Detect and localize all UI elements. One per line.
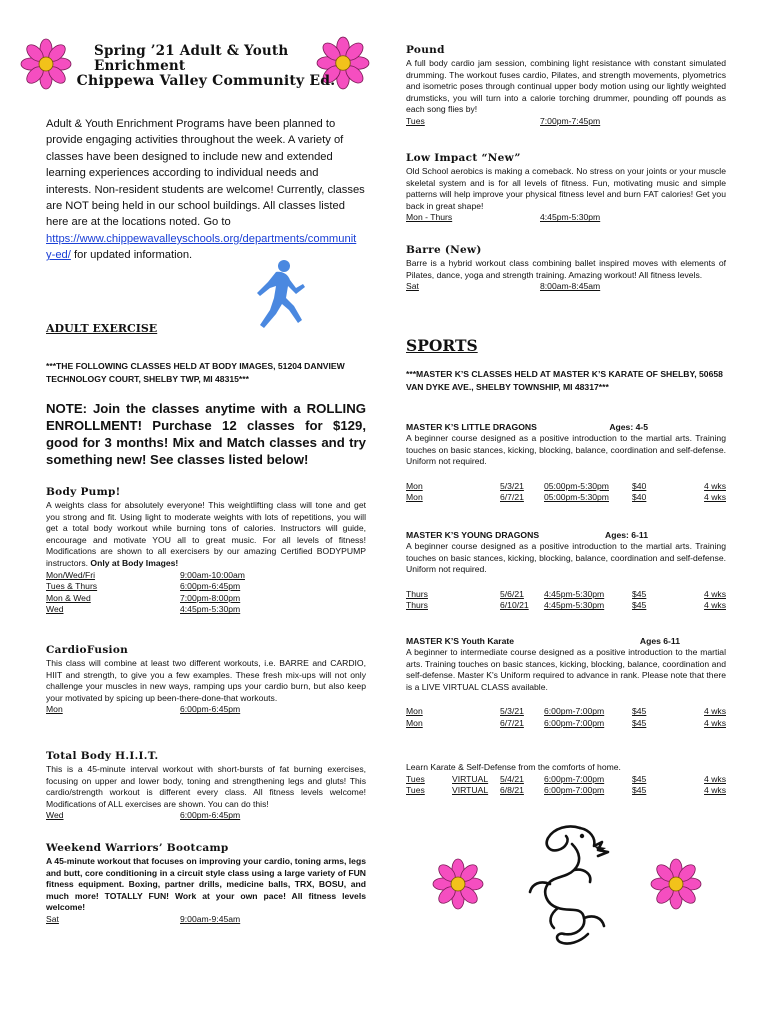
class-title: MASTER K’S LITTLE DRAGONS <box>406 422 537 432</box>
schedule-time: 4:45pm-5:30pm <box>180 604 241 615</box>
schedule-time: 7:00pm-8:00pm <box>180 592 241 603</box>
class-barre <box>406 244 726 293</box>
session-time: 6:00pm-7:00pm <box>544 785 605 796</box>
class-youth-karate <box>406 636 726 730</box>
schedule-time: 4:45pm-5:30pm <box>540 212 601 223</box>
session-weeks: 4 wks <box>704 706 726 717</box>
class-header <box>406 636 726 646</box>
class-title: MASTER K’S YOUNG DRAGONS <box>406 530 540 540</box>
adult-location: ***THE FOLLOWING CLASSES HELD AT BODY IMAGES, 51204 DANVIEW TECHNOLOGY COURT, SHELBY TWP, MI 48315*** <box>46 361 345 384</box>
class-low-impact <box>406 152 726 224</box>
schedule-row <box>406 116 726 128</box>
session-day: Thurs <box>406 600 428 611</box>
session-day: Mon <box>406 717 423 728</box>
session-time: 6:00pm-7:00pm <box>544 706 605 717</box>
session-row <box>406 600 726 612</box>
class-description: This is a 45-minute interval workout with short-bursts of fat burning exercises, focusing on upper and lower body, toning and strengthening legs and gluts! This cardio/strength workout is different every class. All fitness levels welcome! Modifications of ALL exercises are shown. You can do this! <box>46 764 366 809</box>
class-description: A 45-minute workout that focuses on improving your cardio, toning arms, legs and butt, core conditioning in a circuit style class using a large variety of FUN fitness equipment. Boxing, partner drills, medicine balls, TRX, BOSU, and much more! TOTALLY FUN! Work at your own pace! All fitness levels welcome! <box>46 856 366 913</box>
session-mode: VIRTUAL <box>452 773 489 784</box>
session-time: 6:00pm-7:00pm <box>544 773 605 784</box>
description-text: A weights class for absolutely everyone! This weightlifting class will tone and get you strong and fit. Using light to moderate weights with lots of repetitions, you will get a total body workout while burning tons of calories. Instructors will guide, encourage and motivate YOU all to great music. For all levels of fitness! Modifications are shown to all exercisers by our amazing Certified BODYPUMP instructors. <box>46 500 366 568</box>
schedule-time: 6:00pm-6:45pm <box>180 810 241 821</box>
class-total-body-hiit <box>46 750 366 822</box>
session-weeks: 4 wks <box>704 492 726 503</box>
class-header <box>406 530 726 540</box>
session-date: 5/6/21 <box>500 588 524 599</box>
schedule-row <box>46 914 366 926</box>
schedule-time: 9:00am-9:45am <box>180 913 241 924</box>
class-description: A beginner course designed as a positive introduction to the martial arts. Training touches on basic stances, kicking, blocking, balance, coordination and self-defense. Uniform not required. <box>406 433 726 467</box>
schedule-row <box>46 570 366 582</box>
schedule-time: 9:00am-10:00am <box>180 569 245 580</box>
session-time: 05:00pm-5:30pm <box>544 480 609 491</box>
schedule-row <box>46 704 366 716</box>
flower-icon <box>432 858 484 910</box>
session-day: Mon <box>406 480 423 491</box>
session-row <box>406 785 726 797</box>
class-ages: Ages: 4-5 <box>609 422 648 432</box>
schedule-days: Tues & Thurs <box>46 581 98 592</box>
session-date: 5/3/21 <box>500 706 524 717</box>
session-date: 6/7/21 <box>500 492 524 503</box>
class-description: A beginner to intermediate course designed as a positive introduction to the martial arts. Training touches on basic stances, kicking, blocking, balance, coordination and self-defense. Master K's Uniform required to advance in rank. Please note that there is a LIVE VIRTUAL CLASS available. <box>406 647 726 692</box>
session-date: 6/10/21 <box>500 600 529 611</box>
schedule-days: Mon - Thurs <box>406 212 453 223</box>
session-row <box>406 492 726 504</box>
dragon-icon <box>510 818 630 948</box>
session-price: $45 <box>632 773 647 784</box>
class-ages: Ages 6-11 <box>639 636 680 646</box>
session-weeks: 4 wks <box>704 480 726 491</box>
session-price: $45 <box>632 717 647 728</box>
description-bold: Only at Body Images! <box>90 557 179 568</box>
session-time: 6:00pm-7:00pm <box>544 717 605 728</box>
session-price: $45 <box>632 600 647 611</box>
schedule-row <box>46 593 366 605</box>
session-weeks: 4 wks <box>704 600 726 611</box>
class-little-dragons <box>406 422 726 504</box>
class-description: A full body cardio jam session, combining light resistance with constant simulated drumming. The workout fuses cardio, Pilates, and strength movements, plyometrics and isometric poses through continual upper body motion using our lightly weighted drumsticks, you will turn into a calorie torching drummer, pounding off pounds as each song flies by! <box>406 58 726 115</box>
session-price: $45 <box>632 588 647 599</box>
session-date: 5/3/21 <box>500 480 524 491</box>
schedule-row <box>406 281 726 293</box>
class-title: MASTER K’S Youth Karate <box>406 636 515 646</box>
session-price: $40 <box>632 492 647 503</box>
schedule-days: Mon & Wed <box>46 592 91 603</box>
class-description: Old School aerobics is making a comeback. No stress on your joints or your muscle skeletal system and is for all levels of fitness. Fun, motivating music and simple patterns will help improve your physical fitness level and burn FAT calories! Get you back in great shape! <box>406 166 726 211</box>
session-row <box>406 774 726 786</box>
link-line-1: https://www.chippewavalleyschools.org/departments/communit <box>46 232 357 245</box>
session-day: Mon <box>406 706 423 717</box>
intro-paragraph <box>46 116 366 264</box>
page-title <box>46 44 366 89</box>
session-row <box>406 589 726 601</box>
schedule-days: Wed <box>46 810 64 821</box>
link-line-2: y-ed/ <box>46 249 71 262</box>
session-day: Thurs <box>406 588 428 599</box>
class-ages: Ages: 6-11 <box>605 530 648 540</box>
class-header <box>406 422 726 432</box>
class-description: Barre is a hybrid workout class combining ballet inspired moves with elements of Pilates, dance, yoga and strength training. Amazing workout! All fitness levels. <box>406 258 726 280</box>
class-description <box>46 500 366 570</box>
schedule-row <box>406 212 726 224</box>
schedule-time: 6:00pm-6:45pm <box>180 581 241 592</box>
session-day: Mon <box>406 492 423 503</box>
schedule-days: Wed <box>46 604 64 615</box>
schedule-days: Tues <box>406 115 425 126</box>
session-time: 4:45pm-5:30pm <box>544 588 605 599</box>
schedule-time: 8:00am-8:45am <box>540 281 601 292</box>
class-title: Barre (New) <box>406 244 482 256</box>
enrollment-note: NOTE: Join the classes anytime with a ROLLING ENROLLMENT! Purchase 12 classes for $129, good for 3 months! Mix and Match classes and try something new! See classes listed below! <box>46 401 366 467</box>
class-title: CardioFusion <box>46 644 129 656</box>
title-line-3: Chippewa Valley Community Ed. <box>76 73 336 89</box>
session-price: $45 <box>632 785 647 796</box>
class-weekend-warriors <box>46 842 366 926</box>
schedule-row <box>46 604 366 616</box>
title-line-2: Enrichment <box>94 58 186 74</box>
sports-location: ***MASTER K’S CLASSES HELD AT MASTER K’S KARATE OF SHELBY, 50658 VAN DYKE AVE., SHELBY TOWNSHIP, MI 48317*** <box>406 369 723 392</box>
intro-text: Adult & Youth Enrichment Programs have been planned to provide engaging activities throughout the week. A variety of classes have been designed to include new and extended learning experiences according to individual needs and interests. Non-resident students are welcome! Currently, classes are NOT being held in our school buildings. All classes listed here are at the locations noted. Go to <box>46 118 365 229</box>
session-price: $40 <box>632 480 647 491</box>
session-weeks: 4 wks <box>704 588 726 599</box>
class-young-dragons <box>406 530 726 612</box>
session-mode: VIRTUAL <box>452 785 489 796</box>
schedule-days: Sat <box>406 281 419 292</box>
session-weeks: 4 wks <box>704 773 726 784</box>
class-cardiofusion <box>46 644 366 716</box>
session-row <box>406 481 726 493</box>
session-time: 4:45pm-5:30pm <box>544 600 605 611</box>
session-row <box>406 718 726 730</box>
session-weeks: 4 wks <box>704 785 726 796</box>
schedule-time: 6:00pm-6:45pm <box>180 704 241 715</box>
class-title: Pound <box>406 44 445 56</box>
session-row <box>406 706 726 718</box>
session-day: Tues <box>406 785 425 796</box>
class-body-pump <box>46 486 366 616</box>
class-title: Weekend Warriors’ Bootcamp <box>46 842 229 854</box>
class-title: Body Pump! <box>46 486 121 498</box>
class-title: Total Body H.I.I.T. <box>46 750 159 762</box>
schedule-days: Mon <box>46 704 63 715</box>
flower-icon <box>650 858 702 910</box>
session-date: 6/7/21 <box>500 717 524 728</box>
adult-exercise-heading: ADULT EXERCISE <box>46 322 158 335</box>
session-date: 6/8/21 <box>500 785 524 796</box>
session-price: $45 <box>632 706 647 717</box>
schedule-days: Mon/Wed/Fri <box>46 569 96 580</box>
session-weeks: 4 wks <box>704 717 726 728</box>
intro-after-link: for updated information. <box>70 249 193 262</box>
session-day: Tues <box>406 773 425 784</box>
class-pound <box>406 44 726 128</box>
schedule-row <box>46 810 366 822</box>
class-description: This class will combine at least two different workouts, i.e. BARRE and CARDIO, HIIT and strength, to give you a few examples. These fresh mix-ups will not only challenge your muscles in new ways, ramping ups your cardio burn, but also keep your motivated by spicing up been-there-done-that workouts. <box>46 658 366 703</box>
schedule-row <box>46 581 366 593</box>
schedule-days: Sat <box>46 913 59 924</box>
adult-exercise-section <box>46 322 366 335</box>
class-title: Low Impact “New” <box>406 152 521 164</box>
session-date: 5/4/21 <box>500 773 524 784</box>
virtual-karate <box>406 762 726 797</box>
virtual-description: Learn Karate & Self-Defense from the comforts of home. <box>406 762 621 772</box>
sports-heading: SPORTS <box>406 336 478 355</box>
class-description: A beginner course designed as a positive introduction to the martial arts. Training touches on basic stances, kicking, blocking, balance, coordination and self-defense. Uniform not required. <box>406 541 726 575</box>
session-time: 05:00pm-5:30pm <box>544 492 609 503</box>
title-line-1: Spring ’21 Adult & Youth <box>94 43 289 59</box>
schedule-time: 7:00pm-7:45pm <box>540 115 601 126</box>
